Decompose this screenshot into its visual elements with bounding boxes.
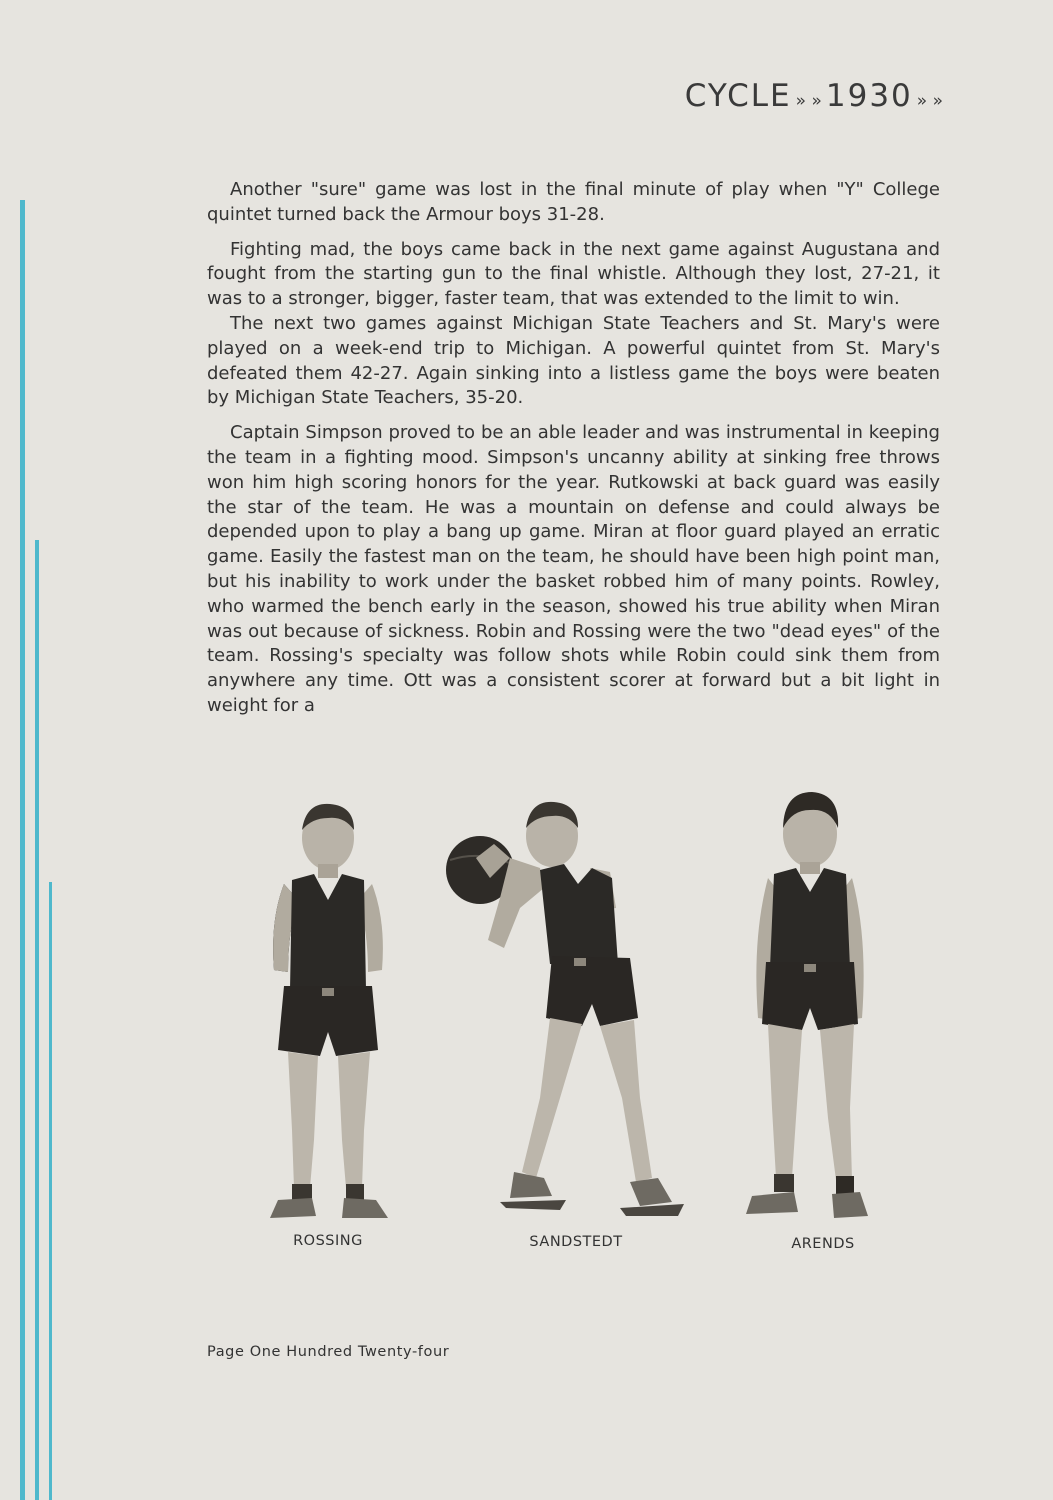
paragraph: The next two games against Michigan State Teachers and St. Mary's were played on a week-end trip to Michigan. A powerful quintet from St. Mary's defeated them 42-27. Again sinking into a listless game the boys were beaten by Michigan State Teachers, 35-20. [207, 312, 940, 409]
paragraph: Another "sure" game was lost in the final minute of play when "Y" College quintet turned back the Armour boys 31-28. [207, 179, 940, 225]
header-separator: » » [795, 91, 822, 111]
player-photo-rossing [248, 800, 408, 1230]
paragraph: Fighting mad, the boys came back in the next game against Augustana and fought from the starting gun to the final whistle. Although they lost, 27-21, it was to a stronger, bigger, faster team, that was extended to the limit to win. [207, 238, 940, 310]
decorative-bar [35, 540, 39, 1500]
decorative-bar [49, 882, 52, 1500]
player-photo-arends [738, 788, 888, 1228]
player-caption: ROSSING [293, 1233, 363, 1249]
header-year: 1930 [825, 78, 913, 114]
paragraph: Captain Simpson proved to be an able leader and was instrumental in keeping the team in a fighting mood. Simpson's uncanny ability at sinking free throws won him high scoring honors for the year. Rutkowski at back guard was easily the star of the team. He was a mountain on defense and could always be depended upon to play a bang up game. Miran at floor guard played an erratic game. Easily the fastest man on the team, he should have been high point man, but his inability to work under the basket robbed him of many points. Rowley, who warmed the bench early in the season, showed his true ability when Miran was out because of sickness. Robin and Rossing were the two "dead eyes" of the team. Rossing's specialty was follow shots while Robin could sink them from anywhere any time. Ott was a consistent scorer at forward but a bit light in weight for a [207, 422, 940, 716]
player-photo-sandstedt [440, 798, 690, 1228]
header-separator-end: » » [916, 91, 943, 111]
decorative-bar [20, 200, 25, 1500]
article-body [207, 178, 940, 729]
page-header [685, 78, 943, 114]
player-caption: SANDSTEDT [529, 1234, 623, 1250]
player-caption: ARENDS [791, 1236, 855, 1252]
page-number-footer: Page One Hundred Twenty-four [207, 1344, 450, 1360]
header-word: CYCLE [684, 78, 792, 114]
